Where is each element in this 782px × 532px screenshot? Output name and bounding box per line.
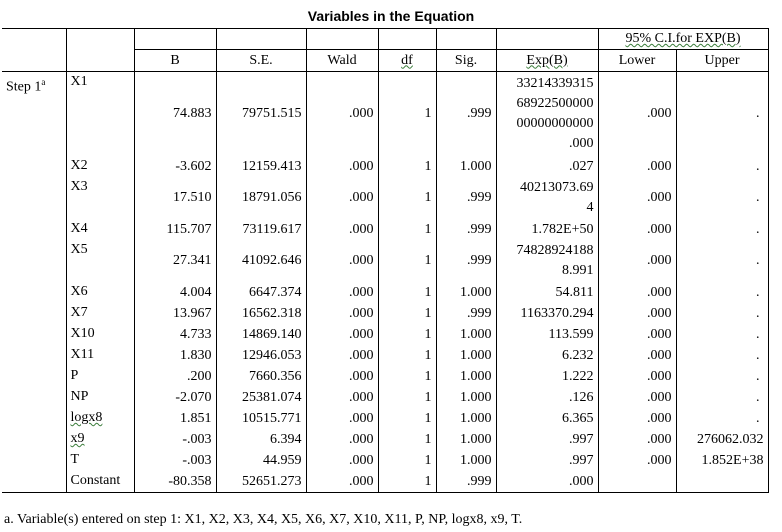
sig-value: 1.000 (436, 387, 496, 408)
upper-value: . (676, 324, 768, 345)
upper-value: . (676, 156, 768, 177)
se-value: 79751.515 (216, 72, 306, 157)
variable-name: logx8 (66, 408, 134, 429)
df-value: 1 (378, 471, 436, 493)
header-blank (66, 29, 134, 50)
step-cell (2, 429, 66, 450)
se-value: 16562.318 (216, 303, 306, 324)
step-cell (2, 366, 66, 387)
table-row (2, 219, 768, 240)
header-ci: 95% C.I.for EXP(B) (598, 29, 768, 50)
sig-value: .999 (436, 240, 496, 282)
variable-name: T (66, 450, 134, 471)
table-row (2, 450, 768, 471)
exp-value: .027 (496, 156, 598, 177)
se-value: 10515.771 (216, 408, 306, 429)
sig-value: .999 (436, 471, 496, 493)
wald-value: .000 (306, 72, 378, 157)
footnote: a. Variable(s) entered on step 1: X1, X2, X3, X4, X5, X6, X7, X10, X11, P, NP, logx8, x9, T. (4, 512, 523, 527)
wald-value: .000 (306, 366, 378, 387)
lower-value (598, 471, 676, 493)
lower-value: .000 (598, 366, 676, 387)
header-wald: Wald (306, 50, 378, 72)
lower-value: .000 (598, 177, 676, 219)
exp-value: 40213073.69 4 (496, 177, 598, 219)
se-value: 73119.617 (216, 219, 306, 240)
df-value: 1 (378, 450, 436, 471)
b-value: 27.341 (134, 240, 216, 282)
wald-value: .000 (306, 429, 378, 450)
b-value: 13.967 (134, 303, 216, 324)
header-b: B (134, 50, 216, 72)
table-row (2, 240, 768, 282)
wald-value: .000 (306, 282, 378, 303)
b-value: -.003 (134, 429, 216, 450)
variable-name: NP (66, 387, 134, 408)
upper-value: . (676, 345, 768, 366)
lower-value: .000 (598, 429, 676, 450)
lower-value: .000 (598, 303, 676, 324)
exp-value: 113.599 (496, 324, 598, 345)
step-cell (2, 303, 66, 324)
b-value: 17.510 (134, 177, 216, 219)
upper-value: . (676, 72, 768, 157)
wald-value: .000 (306, 324, 378, 345)
table-row (2, 177, 768, 219)
upper-value: . (676, 282, 768, 303)
table-row (2, 366, 768, 387)
step-cell (2, 345, 66, 366)
variable-name: X11 (66, 345, 134, 366)
df-value: 1 (378, 240, 436, 282)
header-upper: Upper (676, 50, 768, 72)
variables-table (2, 28, 769, 493)
df-value: 1 (378, 282, 436, 303)
wald-value: .000 (306, 345, 378, 366)
df-value: 1 (378, 429, 436, 450)
exp-value: 6.232 (496, 345, 598, 366)
b-value: 4.733 (134, 324, 216, 345)
wald-value: .000 (306, 240, 378, 282)
se-value: 6.394 (216, 429, 306, 450)
step-cell (2, 387, 66, 408)
step-cell (2, 219, 66, 240)
se-value: 7660.356 (216, 366, 306, 387)
variable-name: X3 (66, 177, 134, 219)
header-lower: Lower (598, 50, 676, 72)
exp-value: .997 (496, 450, 598, 471)
b-value: 4.004 (134, 282, 216, 303)
se-value: 41092.646 (216, 240, 306, 282)
upper-value: . (676, 408, 768, 429)
upper-value: . (676, 387, 768, 408)
exp-value: 1163370.294 (496, 303, 598, 324)
exp-value: 33214339315 68922500000 00000000000 .000 (496, 72, 598, 157)
se-value: 44.959 (216, 450, 306, 471)
df-value: 1 (378, 408, 436, 429)
step-cell (2, 240, 66, 282)
header-blank (306, 29, 378, 50)
df-value: 1 (378, 366, 436, 387)
variable-name: x9 (66, 429, 134, 450)
wald-value: .000 (306, 408, 378, 429)
df-value: 1 (378, 156, 436, 177)
header-blank (2, 29, 66, 50)
b-value: 74.883 (134, 72, 216, 157)
table-row (2, 387, 768, 408)
variable-name: P (66, 366, 134, 387)
table-row (2, 282, 768, 303)
wald-value: .000 (306, 303, 378, 324)
step-cell (2, 408, 66, 429)
lower-value: .000 (598, 156, 676, 177)
header-blank (436, 29, 496, 50)
variable-name: X6 (66, 282, 134, 303)
exp-value: 1.222 (496, 366, 598, 387)
variable-name: X5 (66, 240, 134, 282)
df-value: 1 (378, 177, 436, 219)
lower-value: .000 (598, 345, 676, 366)
upper-value: . (676, 177, 768, 219)
step-cell (2, 450, 66, 471)
step-cell (2, 324, 66, 345)
lower-value: .000 (598, 240, 676, 282)
table-row (2, 324, 768, 345)
lower-value: .000 (598, 408, 676, 429)
sig-value: 1.000 (436, 366, 496, 387)
header-exp: Exp(B) (496, 50, 598, 72)
lower-value: .000 (598, 72, 676, 157)
header-blank (378, 29, 436, 50)
exp-value: .000 (496, 471, 598, 493)
step-cell (2, 471, 66, 493)
df-value: 1 (378, 219, 436, 240)
step-cell (2, 177, 66, 219)
header-blank (66, 50, 134, 72)
exp-value: 1.782E+50 (496, 219, 598, 240)
df-value: 1 (378, 303, 436, 324)
b-value: -80.358 (134, 471, 216, 493)
exp-value: 6.365 (496, 408, 598, 429)
exp-value: .126 (496, 387, 598, 408)
sig-value: .999 (436, 177, 496, 219)
wald-value: .000 (306, 156, 378, 177)
wald-value: .000 (306, 177, 378, 219)
upper-value: . (676, 303, 768, 324)
b-value: -3.602 (134, 156, 216, 177)
df-value: 1 (378, 72, 436, 157)
se-value: 12159.413 (216, 156, 306, 177)
b-value: 115.707 (134, 219, 216, 240)
upper-value: 1.852E+38 (676, 450, 768, 471)
se-value: 52651.273 (216, 471, 306, 493)
se-value: 18791.056 (216, 177, 306, 219)
table-title: Variables in the Equation (307, 8, 475, 24)
table-row (2, 408, 768, 429)
table-row (2, 156, 768, 177)
header-blank (134, 29, 216, 50)
lower-value: .000 (598, 282, 676, 303)
se-value: 25381.074 (216, 387, 306, 408)
table-row (2, 303, 768, 324)
lower-value: .000 (598, 219, 676, 240)
b-value: -.003 (134, 450, 216, 471)
upper-value: 276062.032 (676, 429, 768, 450)
df-value: 1 (378, 324, 436, 345)
table-row (2, 72, 768, 157)
header-blank (216, 29, 306, 50)
b-value: .200 (134, 366, 216, 387)
exp-value: .997 (496, 429, 598, 450)
upper-value: . (676, 366, 768, 387)
variable-name: X4 (66, 219, 134, 240)
step-cell (2, 156, 66, 177)
upper-value (676, 471, 768, 493)
wald-value: .000 (306, 219, 378, 240)
header-blank (2, 50, 66, 72)
lower-value: .000 (598, 324, 676, 345)
df-value: 1 (378, 345, 436, 366)
lower-value: .000 (598, 387, 676, 408)
exp-value: 54.811 (496, 282, 598, 303)
sig-value: 1.000 (436, 429, 496, 450)
b-value: -2.070 (134, 387, 216, 408)
se-value: 6647.374 (216, 282, 306, 303)
sig-value: .999 (436, 303, 496, 324)
sig-value: .999 (436, 72, 496, 157)
b-value: 1.851 (134, 408, 216, 429)
lower-value: .000 (598, 450, 676, 471)
header-se: S.E. (216, 50, 306, 72)
sig-value: 1.000 (436, 408, 496, 429)
sig-value: 1.000 (436, 345, 496, 366)
variable-name: X2 (66, 156, 134, 177)
header-df: df (378, 50, 436, 72)
b-value: 1.830 (134, 345, 216, 366)
table-row (2, 471, 768, 493)
header-sig: Sig. (436, 50, 496, 72)
upper-value: . (676, 240, 768, 282)
sig-value: 1.000 (436, 282, 496, 303)
variable-name: X7 (66, 303, 134, 324)
upper-value: . (676, 219, 768, 240)
exp-value: 74828924188 8.991 (496, 240, 598, 282)
wald-value: .000 (306, 471, 378, 493)
wald-value: .000 (306, 387, 378, 408)
step-cell (2, 282, 66, 303)
sig-value: 1.000 (436, 450, 496, 471)
sig-value: 1.000 (436, 156, 496, 177)
variable-name: X1 (66, 72, 134, 157)
table-row (2, 345, 768, 366)
step-cell: Step 1$^a$ (2, 72, 66, 157)
se-value: 12946.053 (216, 345, 306, 366)
table-row (2, 429, 768, 450)
sig-value: .999 (436, 219, 496, 240)
wald-value: .000 (306, 450, 378, 471)
variable-name: X10 (66, 324, 134, 345)
se-value: 14869.140 (216, 324, 306, 345)
header-blank (496, 29, 598, 50)
df-value: 1 (378, 387, 436, 408)
variable-name: Constant (66, 471, 134, 493)
sig-value: 1.000 (436, 324, 496, 345)
